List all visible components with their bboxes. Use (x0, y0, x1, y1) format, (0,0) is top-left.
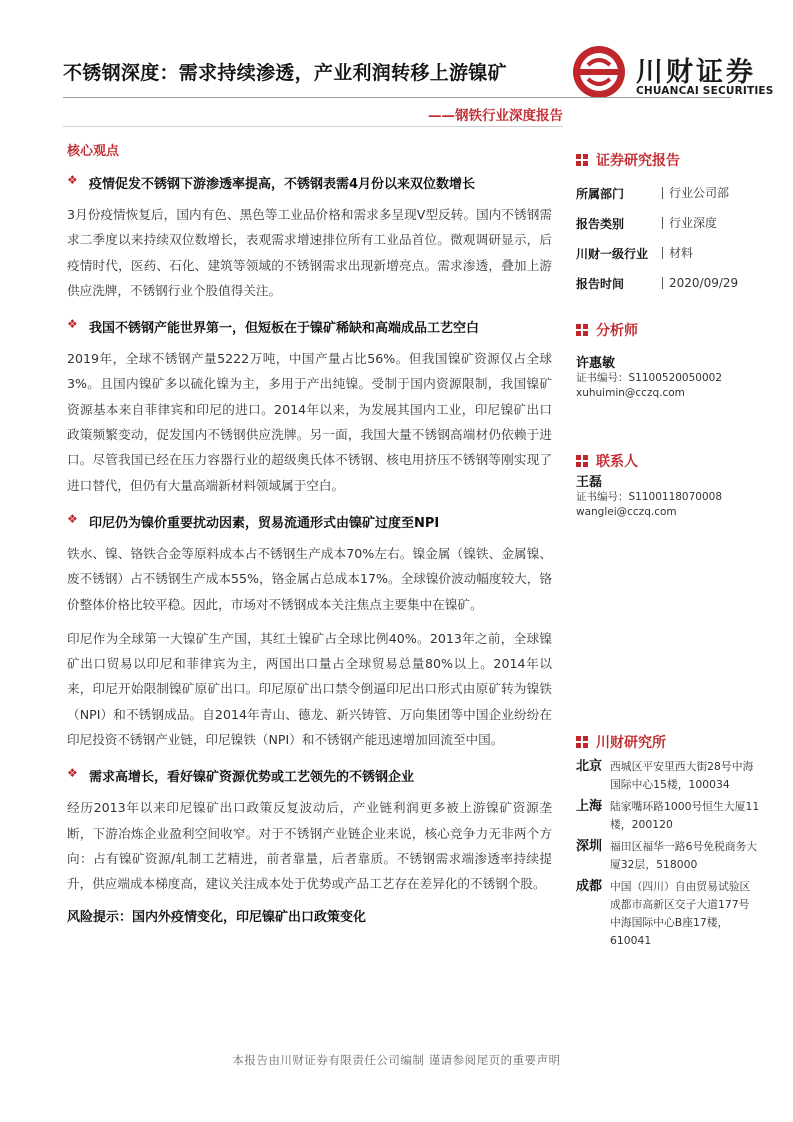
contact-name: 王磊 (576, 475, 603, 490)
address-row: 上海 陆家嘴环路1000号恒生大厦11楼，200120 (576, 799, 760, 831)
section-paragraph: 3月份疫情恢复后，国内有色、黑色等工业品价格和需求多呈现V型反转。国内不锈钢需求二季度以来持续双位数增长，表观需求增速排位所有工业品首位。微观调研显示，后疫情时代，医药、石化、建筑等领域的不锈钢需求出现新增亮点。需求渗透，叠加上游供应洗牌，不锈钢行业个股值得关注。 (67, 207, 552, 298)
info-row: 所属部门 行业公司部 (576, 186, 730, 201)
section-heading-2: ❖ 我国不锈钢产能世界第一，但短板在于镍矿稀缺和高端成品工艺空白 (67, 317, 480, 337)
institute-heading: 川财研究所 (576, 732, 766, 752)
analyst-cert: 证书编号：S1100520050002 (576, 372, 723, 384)
address-row: 成都 中国（四川）自由贸易试验区成都市高新区交子大道177号中海国际中心B座17楼，610041 (576, 879, 751, 947)
grid-square-icon (576, 455, 588, 467)
address-row: 深圳 福田区福华一路6号免税商务大厦32层，518000 (576, 839, 758, 871)
chuancai-logo-icon (572, 45, 626, 99)
logo-chinese-name: 川财证券 (636, 57, 756, 88)
section-paragraph: 印尼作为全球第一大镍矿生产国，其红土镍矿占全球比例40%。2013年之前，全球镍矿出口贸易以印尼和菲律宾为主，两国出口量占全球贸易总量80%以上。2014年以来，印尼开始限制镍矿原矿出口。印尼原矿出口禁令倒逼印尼出口形式由原矿转为镍铁（NPI）和不锈钢成品。自2014年青山、德龙、新兴铸管、万向集团等中国企业纷纷在印尼投资不锈钢产业链，印尼镍铁（NPI）和不锈钢产能迅速增加回流至中国。 (67, 630, 552, 748)
core-views-title: 核心观点 (67, 144, 120, 159)
sidebar (576, 150, 766, 954)
header-divider (63, 97, 731, 98)
subtitle-divider (63, 126, 563, 127)
section-heading-1: ❖ 疫情促发不锈钢下游渗透率提高，不锈钢表需4月份以来双位数增长 (67, 173, 476, 192)
contact-heading: 联系人 (576, 451, 766, 471)
section-paragraph: 经历2013年以来印尼镍矿出口政策反复波动后，产业链利润更多被上游镍矿资源垄断，下游冶炼企业盈利空间收窄。对于不锈钢产业链企业来说，核心竞争力无非两个方向：占有镍矿资源/轧制工艺精进，前者靠量，后者靠质。不锈钢需求端渗透率持续提升，供应端成本梯度高，建议关注成本处于优势或产品工艺存在差异化的不锈钢个股。 (67, 800, 552, 892)
info-row: 川财一级行业 材料 (576, 246, 694, 261)
diamond-bullet-icon: ❖ (67, 317, 78, 332)
grid-square-icon (576, 154, 588, 166)
section-heading-4: ❖ 需求高增长，看好镍矿资源优势或工艺领先的不锈钢企业 (67, 766, 415, 786)
analyst-heading: 分析师 (576, 320, 766, 340)
research-report-heading: 证券研究报告 (576, 150, 766, 170)
section-paragraph: 铁水、镍、铬铁合金等原料成本占不锈钢生产成本70%左右。镍金属（镍铁、金属镍、废不锈钢）占不锈钢生产成本55%，铬金属占总成本17%。全球镍价波动幅度较大，铬价整体价格比较平稳。因此，市场对不锈钢成本关注焦点主要集中在镍矿。 (67, 545, 552, 612)
risk-warning: 风险提示：国内外疫情变化，印尼镍矿出口政策变化 (67, 909, 367, 925)
analyst-name: 许惠敏 (576, 356, 616, 371)
diamond-bullet-icon: ❖ (67, 511, 78, 526)
logo-english-name: CHUANCAI SECURITIES (636, 85, 774, 97)
page-footer: 本报告由川财证券有限责任公司编制 谨请参阅尾页的重要声明 (232, 1053, 561, 1067)
info-row: 报告时间 2020/09/29 (576, 276, 739, 291)
contact-cert: 证书编号：S1100118070008 (576, 491, 723, 503)
address-row: 北京 西城区平安里西大街28号中海国际中心15楼，100034 (576, 759, 754, 791)
diamond-bullet-icon: ❖ (67, 173, 78, 187)
report-subtitle: ——钢铁行业深度报告 (428, 108, 563, 124)
grid-square-icon (576, 736, 588, 748)
report-subtitle-wrap (380, 104, 563, 124)
analyst-email[interactable]: xuhuimin@cczq.com (576, 387, 685, 399)
main-content (67, 140, 552, 925)
section-paragraph: 2019年，全球不锈钢产量5222万吨，中国产量占比56%。但我国镍矿资源仅占全球3%。且国内镍矿多以硫化镍为主，多用于产出纯镍。受制于国内资源限制，我国镍矿资源基本来自菲律宾和印尼的进口。2014年以来，为发展其国内工业，印尼镍矿出口政策频繁变动，促发国内不锈钢供应洗牌。另一面，我国大量不锈钢高端材仍依赖于进口。尽管我国已经在压力容器行业的超级奥氏体不锈钢、核电用挤压不锈钢等刚实现了进口替代，但仍有大量高端新材料领域属于空白。 (67, 351, 552, 493)
section-heading-3: ❖ 印尼仍为镍价重要扰动因素，贸易流通形式由镍矿过度至NPI (67, 511, 440, 531)
grid-square-icon (576, 324, 588, 336)
contact-email[interactable]: wanglei@cczq.com (576, 506, 677, 518)
report-title: 不锈钢深度：需求持续渗透，产业利润转移上游镍矿 (63, 62, 507, 84)
company-logo (572, 45, 772, 101)
info-row: 报告类别 行业深度 (576, 216, 718, 231)
diamond-bullet-icon: ❖ (67, 766, 78, 781)
